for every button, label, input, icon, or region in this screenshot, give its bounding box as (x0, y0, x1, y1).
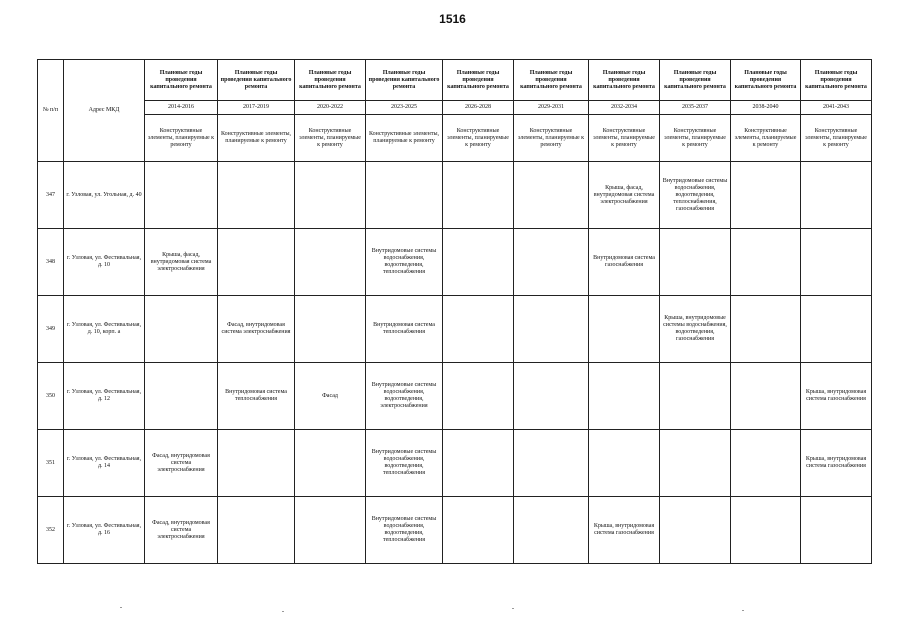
row-number: 352 (38, 497, 64, 564)
repair-cell (514, 229, 589, 296)
repair-cell (295, 229, 366, 296)
row-address: г. Узловая, ул. Фестивальная, д. 10 (64, 229, 145, 296)
repair-cell (514, 363, 589, 430)
repair-cell (295, 296, 366, 363)
repair-cell: Крыша, фасад, внутридомовая система электроснабжения (145, 229, 218, 296)
scan-speck (282, 611, 284, 612)
period-header: 2029-2031 (514, 101, 589, 115)
address-header: Адрес МКД (64, 60, 145, 162)
repair-cell (801, 497, 872, 564)
period-header: 2038-2040 (731, 101, 801, 115)
repair-cell: Крыша, фасад, внутридомовая система электроснабжения (589, 162, 660, 229)
elements-header: Конструктивные элементы, планируемые к ремонту (443, 115, 514, 162)
plan-years-header: Плановые годы проведения капитального ремонта (589, 60, 660, 101)
repair-cell (443, 430, 514, 497)
elements-header: Конструктивные элементы, планируемые к ремонту (514, 115, 589, 162)
plan-years-header: Плановые годы проведения капитального ремонта (145, 60, 218, 101)
header-row-plan-years (38, 60, 872, 101)
plan-years-header: Плановые годы проведения капитального ремонта (295, 60, 366, 101)
period-header: 2023-2025 (366, 101, 443, 115)
repair-cell (218, 162, 295, 229)
repair-cell (660, 497, 731, 564)
table-row (38, 229, 872, 296)
period-header: 2017-2019 (218, 101, 295, 115)
elements-header: Конструктивные элементы, планируемые к ремонту (589, 115, 660, 162)
header-row-periods (38, 101, 872, 115)
row-number: 349 (38, 296, 64, 363)
plan-years-header: Плановые годы проведения капитального ремонта (731, 60, 801, 101)
repair-cell (145, 162, 218, 229)
repair-cell (443, 497, 514, 564)
period-header: 2032-2034 (589, 101, 660, 115)
repair-cell (295, 162, 366, 229)
repair-cell: Внутридомовые системы водоснабжения, водоотведения, теплоснабжения (366, 229, 443, 296)
repair-cell (218, 430, 295, 497)
row-address: г. Узловая, ул. Фестивальная, д. 10, корп. а (64, 296, 145, 363)
elements-header: Конструктивные элементы, планируемые к ремонту (366, 115, 443, 162)
row-address: г. Узловая, ул. Фестивальная, д. 16 (64, 497, 145, 564)
repair-cell: Внутридомовая система газоснабжения (589, 229, 660, 296)
repair-cell (514, 162, 589, 229)
repair-cell (443, 296, 514, 363)
repair-cell (514, 296, 589, 363)
repair-cell: Крыша, внутридомовая система газоснабжения (801, 363, 872, 430)
period-header: 2014-2016 (145, 101, 218, 115)
row-address: г. Узловая, ул. Фестивальная, д. 12 (64, 363, 145, 430)
repair-cell (660, 363, 731, 430)
repair-cell (731, 430, 801, 497)
repair-cell (731, 296, 801, 363)
repair-cell (589, 363, 660, 430)
table-row (38, 430, 872, 497)
row-address: г. Узловая, ул. Фестивальная, д. 14 (64, 430, 145, 497)
header-row-elements (38, 115, 872, 162)
repair-cell: Внутридомовые системы водоснабжения, водоотведения, электроснабжения (366, 363, 443, 430)
repair-cell (660, 229, 731, 296)
plan-years-header: Плановые годы проведения капитального ремонта (366, 60, 443, 101)
row-address: г. Узловая, ул. Угольная, д. 40 (64, 162, 145, 229)
repair-cell: Крыша, внутридомовые системы водоснабжения, водоотведения, газоснабжения (660, 296, 731, 363)
num-header: № п/п (38, 60, 64, 162)
repair-cell (801, 296, 872, 363)
table-row (38, 162, 872, 229)
period-header: 2026-2028 (443, 101, 514, 115)
repair-cell: Фасад (295, 363, 366, 430)
elements-header: Конструктивные элементы, планируемые к ремонту (801, 115, 872, 162)
elements-header: Конструктивные элементы, планируемые к ремонту (660, 115, 731, 162)
repair-cell (218, 497, 295, 564)
repair-cell (295, 497, 366, 564)
repair-cell (731, 162, 801, 229)
repair-cell (660, 430, 731, 497)
repair-cell (731, 229, 801, 296)
repair-cell (589, 430, 660, 497)
repair-cell: Внутридомовые системы водоснабжения, водоотведения, теплоснабжения, газоснабжения (660, 162, 731, 229)
repair-cell (514, 430, 589, 497)
repair-cell: Внутридомовые системы водоснабжения, водоотведения, теплоснабжения (366, 430, 443, 497)
table-row (38, 497, 872, 564)
period-header: 2020-2022 (295, 101, 366, 115)
repair-cell (801, 229, 872, 296)
table-row (38, 296, 872, 363)
plan-years-header: Плановые годы проведения капитального ремонта (514, 60, 589, 101)
plan-years-header: Плановые годы проведения капитального ремонта (801, 60, 872, 101)
repair-cell (295, 430, 366, 497)
table-row (38, 363, 872, 430)
repair-cell: Внутридомовая система теплоснабжения (366, 296, 443, 363)
plan-years-header: Плановые годы проведения капитального ремонта (218, 60, 295, 101)
repair-cell (731, 497, 801, 564)
repair-cell: Крыша, внутридомовая система газоснабжения (589, 497, 660, 564)
page-number: 1516 (439, 12, 466, 26)
row-number: 351 (38, 430, 64, 497)
row-number: 347 (38, 162, 64, 229)
repair-cell: Крыша, внутридомовая система газоснабжения (801, 430, 872, 497)
repair-cell (514, 497, 589, 564)
repair-cell (443, 363, 514, 430)
repair-cell: Внутридомовые системы водоснабжения, водоотведения, теплоснабжения (366, 497, 443, 564)
scan-speck (512, 608, 514, 609)
elements-header: Конструктивные элементы, планируемые к ремонту (145, 115, 218, 162)
repair-cell (801, 162, 872, 229)
repair-cell (443, 229, 514, 296)
plan-years-header: Плановые годы проведения капитального ремонта (660, 60, 731, 101)
plan-years-header: Плановые годы проведения капитального ремонта (443, 60, 514, 101)
row-number: 348 (38, 229, 64, 296)
elements-header: Конструктивные элементы, планируемые к ремонту (731, 115, 801, 162)
period-header: 2041-2043 (801, 101, 872, 115)
elements-header: Конструктивные элементы, планируемые к ремонту (295, 115, 366, 162)
repair-cell: Фасад, внутридомовая система электроснабжения (145, 430, 218, 497)
row-number: 350 (38, 363, 64, 430)
scan-speck (120, 607, 122, 608)
repair-cell (145, 363, 218, 430)
repair-cell: Фасад, внутридомовая система электроснабжения (218, 296, 295, 363)
capital-repair-table (37, 59, 872, 564)
repair-cell (731, 363, 801, 430)
repair-cell (589, 296, 660, 363)
repair-cell (218, 229, 295, 296)
repair-cell (443, 162, 514, 229)
scan-speck (742, 610, 744, 611)
period-header: 2035-2037 (660, 101, 731, 115)
repair-cell (366, 162, 443, 229)
repair-cell (145, 296, 218, 363)
repair-cell: Фасад, внутридомовая система электроснабжения (145, 497, 218, 564)
repair-cell: Внутридомовая система теплоснабжения (218, 363, 295, 430)
elements-header: Конструктивные элементы, планируемые к ремонту (218, 115, 295, 162)
